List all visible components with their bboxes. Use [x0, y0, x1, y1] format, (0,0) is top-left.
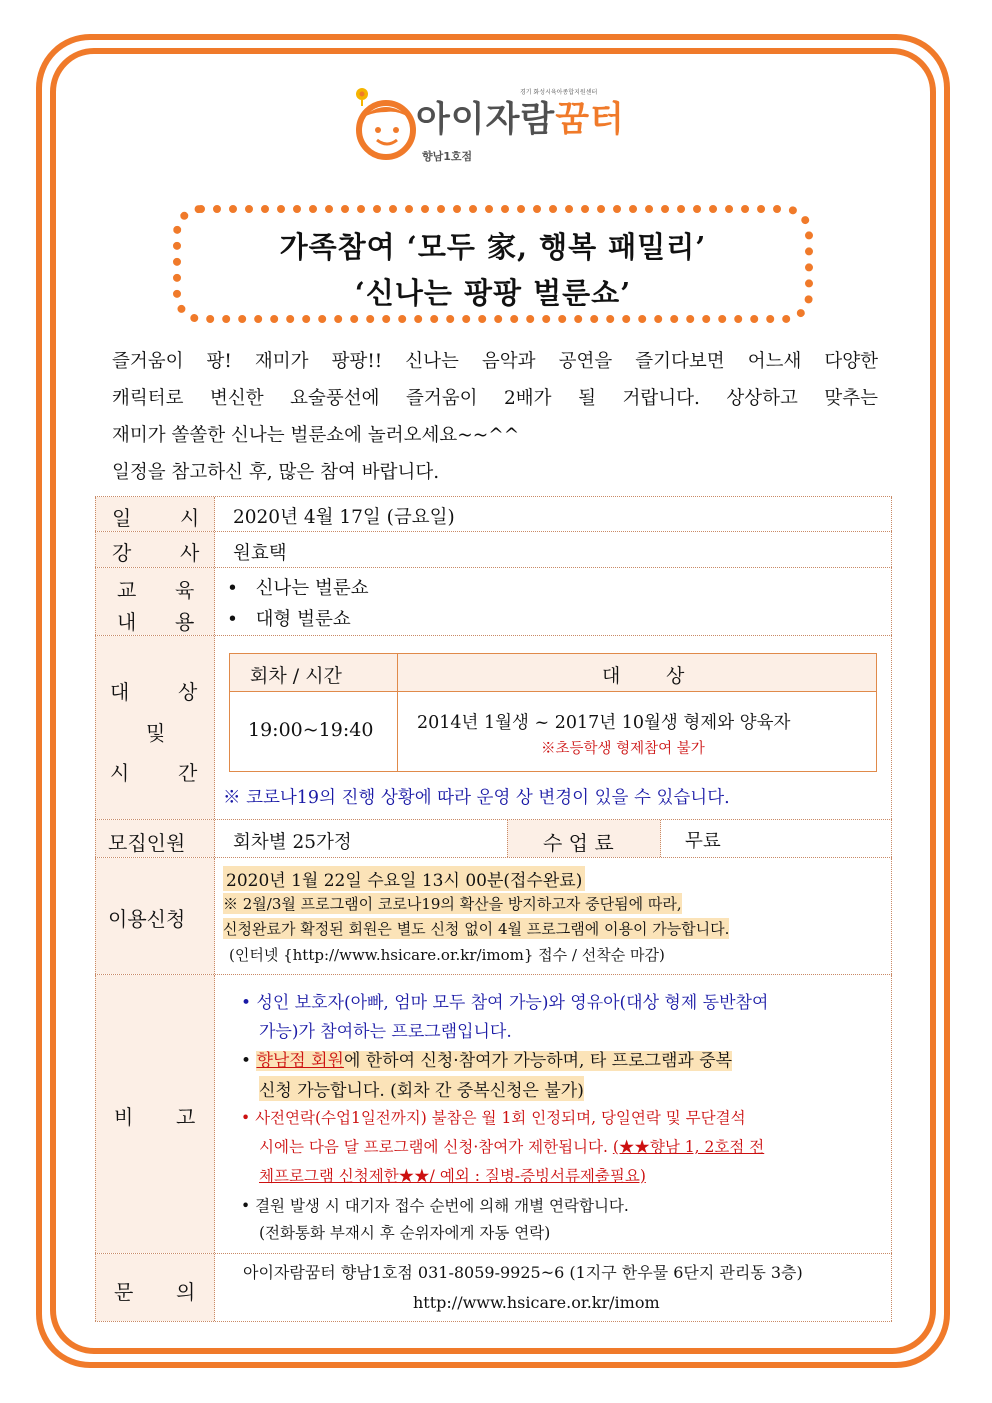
child-face-icon — [350, 84, 420, 164]
session-time: 19:00~19:40 — [248, 719, 374, 741]
intro-line: 재미가 쏠쏠한 신나는 벌룬쇼에 놀러오세요~~^^ — [112, 425, 520, 446]
apply-note-1: ※ 2월/3월 프로그램이 코로나19의 확산을 방지하고자 중단됨에 따라, — [223, 895, 682, 913]
label-target: 대 상 및 시 간 — [95, 636, 215, 819]
instructor-value: 원효택 — [233, 543, 287, 564]
contact-url: http://www.hsicare.or.kr/imom — [413, 1293, 660, 1312]
remark-3-exception: 체프로그램 신청제한★★/ 예외 : 질병-증빙서류제출필요) — [259, 1167, 646, 1185]
remark-2: • 향남점 회원에 한하여 신청·참여가 가능하며, 타 프로그램과 중복 — [241, 1051, 733, 1071]
remark-3: • 사전연락(수업1일전까지) 불참은 월 1회 인정되며, 당일연락 및 무단결석 — [241, 1109, 746, 1127]
label-instructor: 강 사 — [95, 532, 215, 567]
row-date — [95, 496, 892, 531]
brand-name: 아이자람꿈터 — [416, 100, 625, 140]
remark-4: • 결원 발생 시 대기자 접수 순번에 의해 개별 연락합니다. — [241, 1197, 629, 1215]
logo — [350, 84, 650, 174]
title-line-2: ‘신나는 팡팡 벌룬쇼’ — [354, 276, 632, 310]
label-contact: 문 의 — [95, 1254, 215, 1321]
covid-notice: ※ 코로나19의 진행 상황에 따라 운영 상 변경이 있을 수 있습니다. — [223, 788, 730, 808]
apply-note-2: 신청완료가 확정된 회원은 별도 신청 없이 4월 프로그램에 이용이 가능합니다. — [223, 920, 730, 938]
schedule-table — [229, 653, 877, 772]
label-date: 일 시 — [95, 497, 215, 531]
recruit-value: 회차별 25가정 — [233, 832, 352, 853]
center-name: 경기 화성시육아종합지원센터 — [520, 89, 598, 96]
intro-line: 캐릭터로 변신한 요술풍선에 즐거움이 2배가 될 거랍니다. 상상하고 맞추는 — [112, 388, 878, 409]
info-table — [95, 496, 892, 1322]
intro-text — [112, 343, 878, 491]
label-apply: 이용신청 — [95, 858, 215, 974]
label-content: 교 육 내 용 — [95, 568, 215, 635]
row-remarks — [95, 974, 892, 1253]
row-content — [95, 567, 892, 635]
remark-3-cont: 시에는 다음 달 프로그램에 신청·참여가 제한됩니다. (★★향남 1, 2호점 전 — [259, 1138, 765, 1156]
content-item: • 대형 벌룬쇼 — [227, 609, 351, 630]
fee-label-cell — [507, 820, 661, 857]
row-contact — [95, 1253, 892, 1322]
fee-value: 무료 — [685, 831, 721, 852]
head-session: 회차 / 시간 — [250, 665, 342, 687]
head-target-a: 대 — [602, 665, 621, 687]
remark-2-cont: 신청 가능합니다. (회차 간 중복신청은 불가) — [259, 1076, 584, 1101]
title-line-1: 가족참여 ‘모두 家, 행복 패밀리’ — [279, 230, 707, 264]
label-recruit: 모집인원 — [95, 820, 215, 857]
fee-label: 수 업 료 — [543, 831, 614, 855]
row-target — [95, 635, 892, 819]
remark-1: • 성인 보호자(아빠, 엄마 모두 참여 가능)와 영유아(대상 형제 동반참여 — [241, 993, 769, 1013]
remark-1-cont: 가능)가 참여하는 프로그램입니다. — [259, 1022, 512, 1042]
apply-url-note: (인터넷 {http://www.hsicare.or.kr/imom} 접수 / 선착순 마감) — [229, 946, 665, 964]
row-apply — [95, 857, 892, 974]
contact-info: 아이자람꿈터 향남1호점 031-8059-9925~6 (1지구 한우물 6단지 관리동 3층) — [243, 1263, 803, 1282]
branch-name: 향남1호점 — [422, 150, 473, 163]
date-value: 2020년 4월 17일 (금요일) — [233, 507, 455, 528]
target-note: ※초등학생 형제참여 불가 — [541, 741, 705, 757]
row-instructor — [95, 531, 892, 567]
remark-4-cont: (전화통화 부재시 후 순위자에게 자동 연락) — [259, 1224, 551, 1242]
head-target-b: 상 — [666, 665, 685, 687]
content-item: • 신나는 벌룬쇼 — [227, 578, 369, 599]
intro-line: 일정을 참고하신 후, 많은 참여 바랍니다. — [112, 462, 440, 483]
title-box — [173, 205, 813, 323]
label-remarks: 비 고 — [95, 975, 215, 1253]
intro-line: 즐거움이 팡! 재미가 팡팡!! 신나는 음악과 공연을 즐기다보면 어느새 다양한 — [112, 351, 878, 372]
row-recruit — [95, 819, 892, 857]
apply-date: 2020년 1월 22일 수요일 13시 00분(접수완료) — [223, 866, 585, 891]
target-who: 2014년 1월생 ~ 2017년 10월생 형제와 양육자 — [417, 713, 791, 733]
